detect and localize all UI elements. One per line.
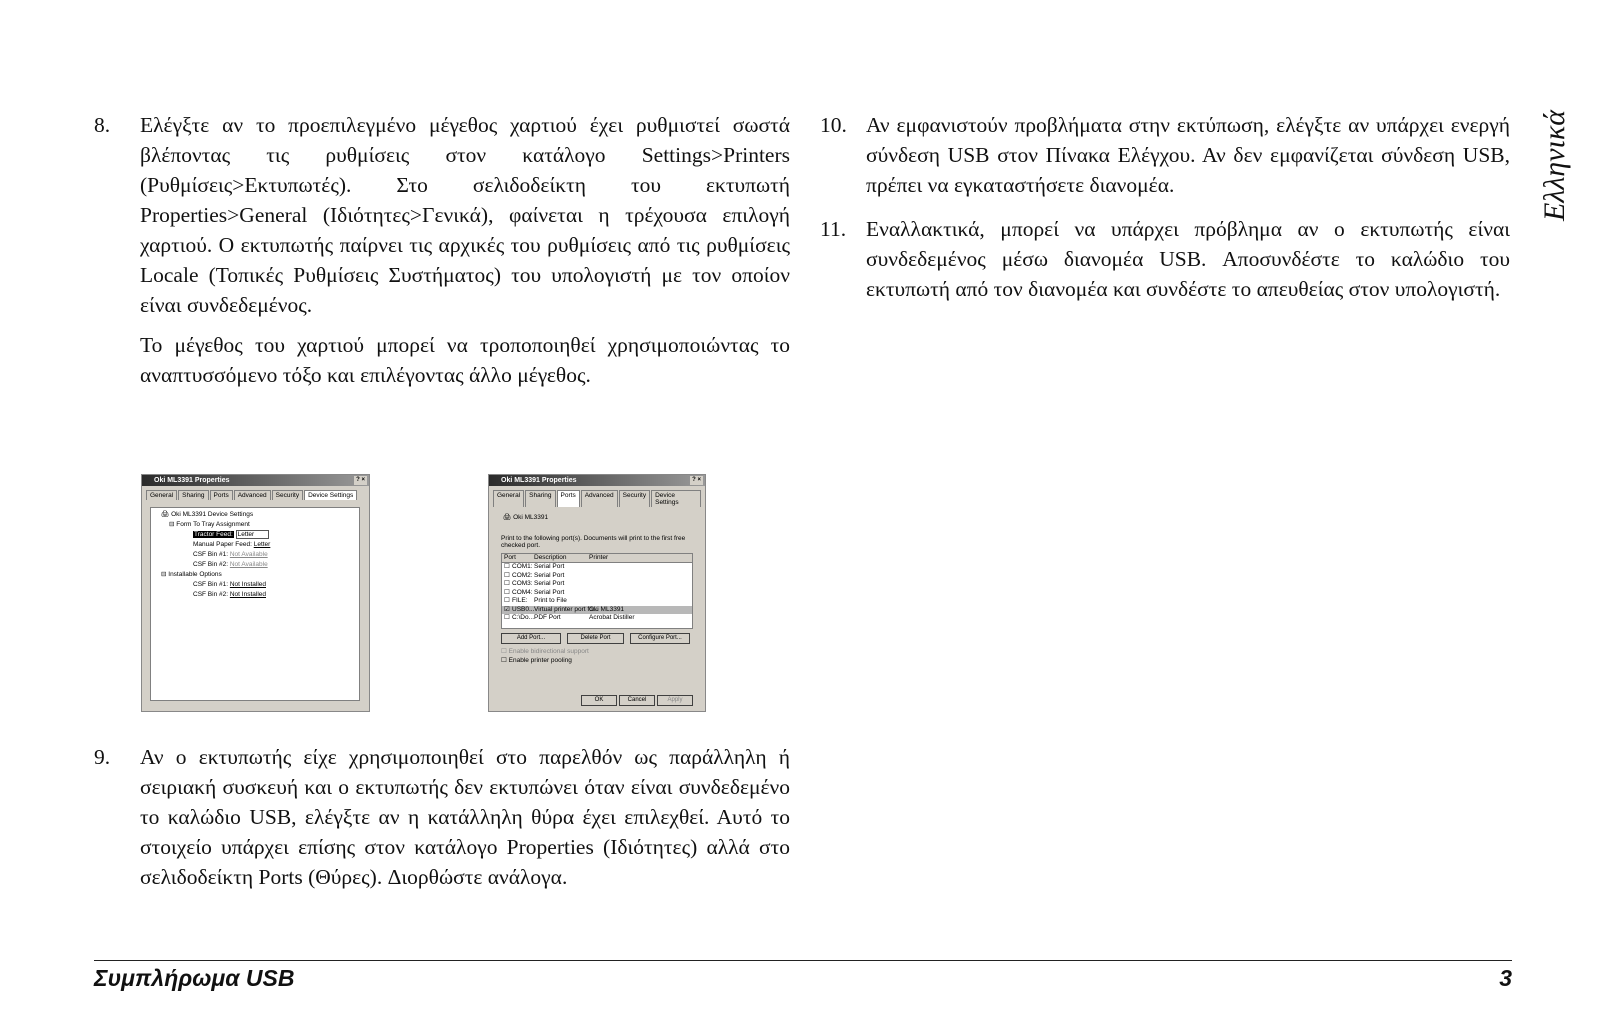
tree-form-to-tray: ⊟ Form To Tray Assignment [169,521,250,528]
tab-sharing: Sharing [525,490,555,507]
left-column [94,110,790,404]
tab-security: Security [619,490,650,507]
ports-screenshot [488,474,706,712]
tab-sharing: Sharing [178,490,208,500]
port-row: ☐ COM1: Serial Port [504,563,565,570]
window-title: Oki ML3391 Properties [154,477,230,484]
tab-strip [489,486,705,507]
footer-rule [94,960,1512,961]
title-buttons: ? × [356,477,365,483]
item-8-paragraph-2: Το μέγεθος του χαρτιού μπορεί να τροποποιηθεί χρησιμοποιώντας το αναπτυσσόμενο τόξο και επιλέγοντας άλλο μέγεθος. [140,333,790,387]
item-11-paragraph: Εναλλακτικά, μπορεί να υπάρχει πρόβλημα αν ο εκτυπωτής είναι συνδεδεμένος μέσω διανομέα USB. Αποσυνδέστε το καλώδιο του εκτυπωτή από τον διανομέα και συνδέστε το απευθείας στον υπολογιστή. [866,217,1510,301]
tab-security: Security [272,490,303,500]
footer-title: Συμπλήρωμα USB [94,965,295,991]
port-row: ☑ USB0... Virtual printer port fo... Oki ML3391 [502,606,692,615]
delete-port-button: Delete Port [567,633,624,644]
list-item-11 [820,214,1510,304]
pooling-checkbox: ☐ Enable printer pooling [501,657,572,664]
item-9-block [94,742,790,906]
tractor-feed-select: Letter [236,530,270,539]
item-number: 8. [94,113,111,137]
port-row: ☐ COM3: Serial Port [504,580,565,587]
item-10-paragraph: Αν εμφανιστούν προβλήματα στην εκτύπωση, ελέγξτε αν υπάρχει ενεργή σύνδεση USB στον Πίνακα Ελέγχου. Αν δεν εμφανίζεται σύνδεση USB, πρέπει να εγκαταστήσετε διανομέα. [866,113,1510,197]
list-item-10 [820,110,1510,200]
list-item-9 [94,742,790,892]
item-number: 10. [820,113,847,137]
tree-csf1: CSF Bin #1: Not Available [193,551,268,558]
title-buttons: ? × [692,477,701,483]
tab-advanced: Advanced [234,490,271,500]
configure-port-button: Configure Port... [630,633,690,644]
ok-button: OK [581,695,617,706]
tree-installable: ⊟ Installable Options [161,571,222,578]
list-item-8 [94,110,790,390]
tab-ports: Ports [210,490,233,500]
port-list [501,553,693,629]
apply-button: Apply [657,695,693,706]
screenshot-titlebar [489,475,705,486]
tab-general: General [493,490,524,507]
language-side-label: Ελληνικά [1538,110,1571,221]
tab-advanced: Advanced [581,490,618,507]
tab-device-settings: Device Settings [304,490,357,500]
tree-root: 🖨 Oki ML3391 Device Settings [161,511,254,518]
item-9-paragraph: Αν ο εκτυπωτής είχε χρησιμοποιηθεί στο παρελθόν ως παράλληλη ή σειριακή συσκευή και ο εκτυπωτής δεν εκτυπώνει όταν είναι συνδεδεμένο το καλώδιο USB, ελέγξτε αν η κατάλληλη θύρα έχει επιλεχθεί. Αυτό το στοιχείο υπάρχει επίσης στον κατάλογο Properties (Ιδιότητες) αλλά στο σελιδοδείκτη Ports (Θύρες). Διορθώστε ανάλογα. [140,745,790,889]
port-row: ☐ COM2: Serial Port [504,571,565,579]
tree-csf2: CSF Bin #2: Not Available [193,561,268,568]
port-row: ☐ COM4: Serial Port [504,588,565,596]
screenshot-titlebar [142,475,369,486]
page-number: 3 [1499,965,1512,991]
tab-ports: Ports [557,490,580,507]
item-8-paragraph-1: Ελέγξτε αν το προεπιλεγμένο μέγεθος χαρτιού έχει ρυθμιστεί σωστά βλέποντας τις ρυθμίσεις στον κατάλογο Settings>Printers (Ρυθμίσεις>Εκτυπωτές). Στο σελιδοδείκτη του εκτυπωτή Properties>General (Ιδιότητες>Γενικά), φαίνεται η τρέχουσα επιλογή χαρτιού. Ο εκτυπωτής παίρνει τις αρχικές του ρυθμίσεις από τις ρυθμίσεις Locale (Τοπικές Ρυθμίσεις Συστήματος) του υπολογιστή με τον οποίον είναι συνδεδεμένος. [140,113,790,317]
right-column [820,110,1510,318]
item-number: 11. [820,217,847,241]
port-row: ☐ C:\Do... PDF Port Acrobat Distiller [504,614,635,621]
tree-inst1: CSF Bin #1: Not Installed [193,581,266,588]
printer-name: 🖨 Oki ML3391 [503,514,549,521]
tree-manual-feed: Manual Paper Feed: Letter [193,541,271,548]
tab-device-settings: Device Settings [651,490,701,507]
add-port-button: Add Port... [501,633,561,644]
port-row: ☐ FILE: Print to File [504,597,567,604]
window-title: Oki ML3391 Properties [501,477,577,484]
tab-strip [142,486,369,500]
tree-tractor-feed: Tractor Feed: Letter [161,530,359,540]
device-settings-screenshot [141,474,370,712]
tree-inst2: CSF Bin #2: Not Installed [193,591,266,598]
tab-general: General [146,490,177,500]
settings-tree [150,507,360,701]
item-number: 9. [94,745,111,769]
port-list-header: Port Description Printer [502,554,692,563]
bidirectional-checkbox: ☐ Enable bidirectional support [501,648,589,655]
port-instruction: Print to the following port(s). Documents will print to the first free checked port. [501,535,686,549]
cancel-button: Cancel [619,695,655,706]
